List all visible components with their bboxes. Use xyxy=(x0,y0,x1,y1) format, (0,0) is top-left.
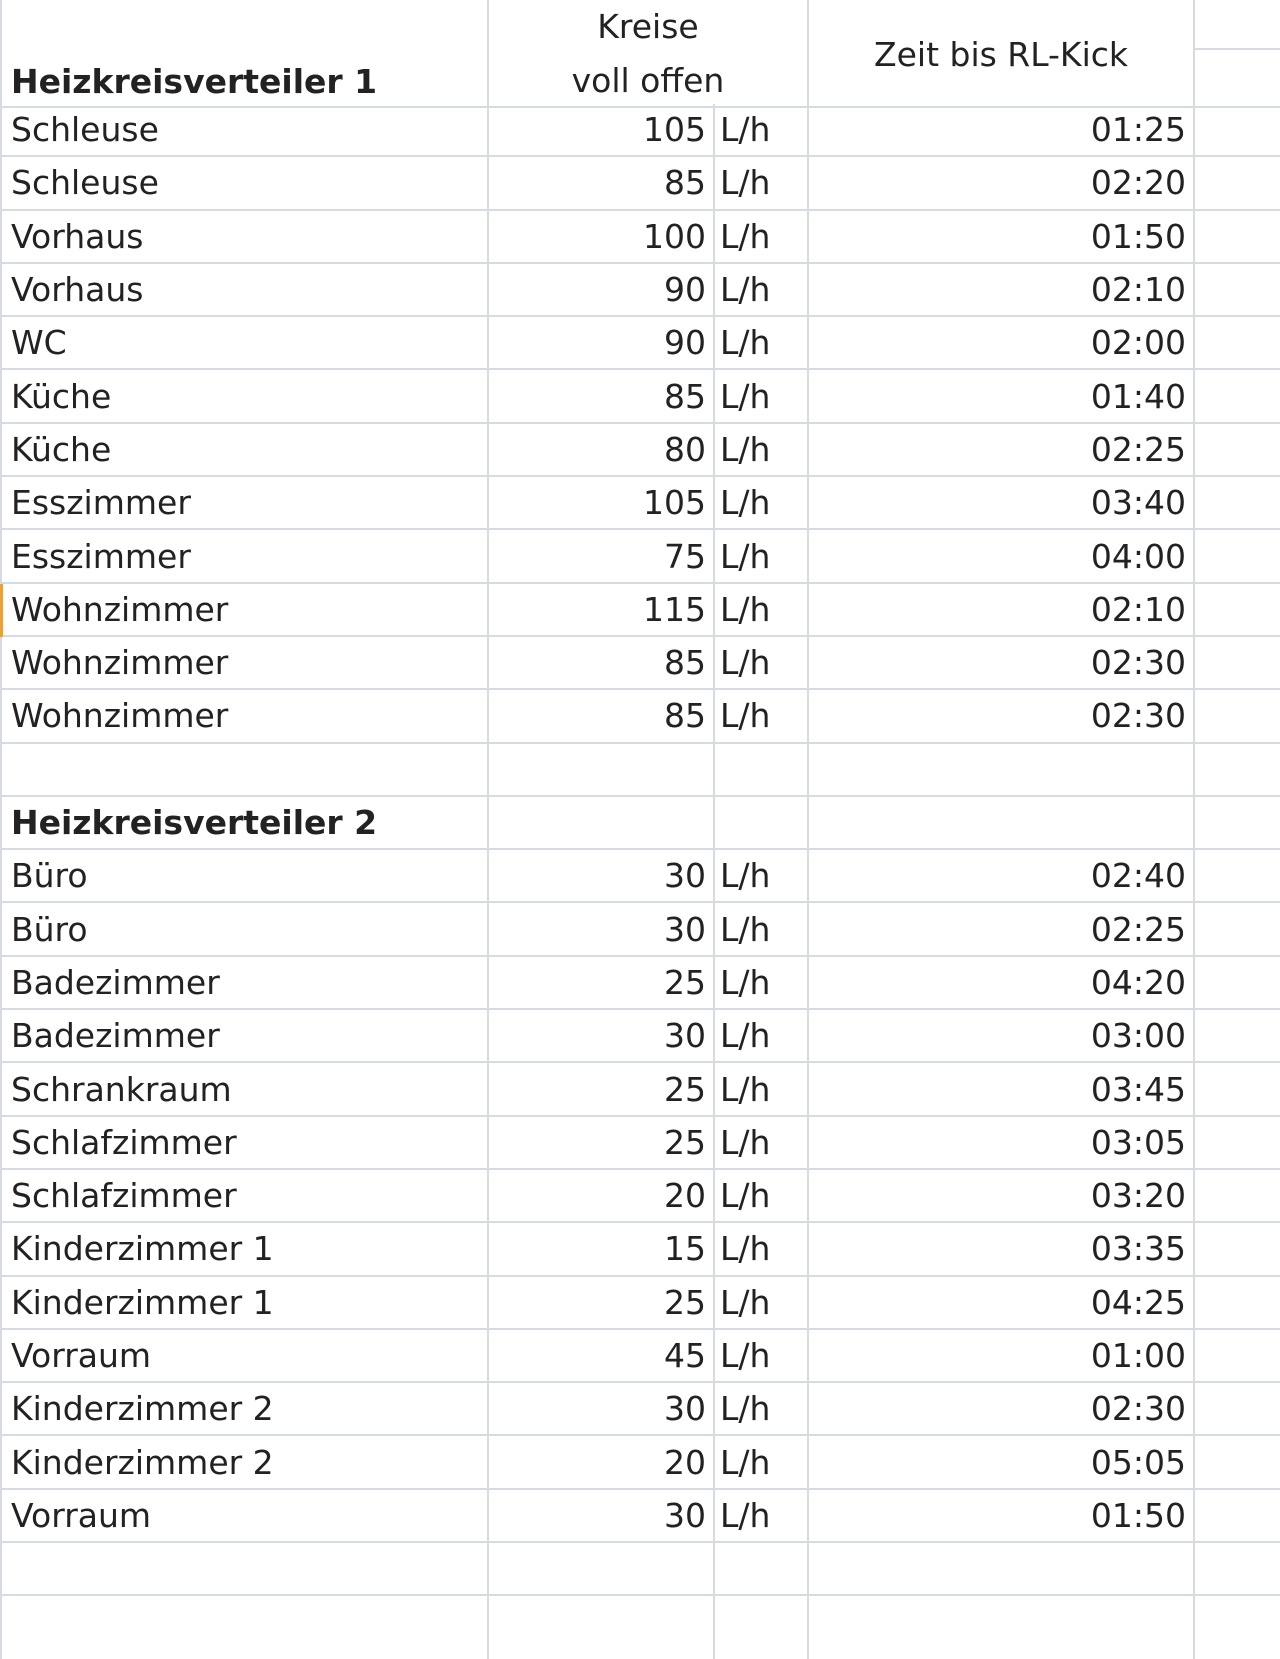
column-gridline xyxy=(0,0,2,1659)
time-value-cell[interactable]: 04:20 xyxy=(1090,962,1186,1002)
time-value-cell[interactable]: 02:20 xyxy=(1090,163,1186,203)
empty-cell[interactable] xyxy=(1194,530,1280,581)
time-value-cell[interactable]: 02:10 xyxy=(1090,589,1186,629)
empty-cell[interactable] xyxy=(1194,1010,1280,1061)
room-name-cell[interactable]: Kinderzimmer 2 xyxy=(11,1389,274,1429)
time-value-cell[interactable]: 04:00 xyxy=(1090,536,1186,576)
empty-cell[interactable] xyxy=(1194,104,1280,155)
flow-unit-cell[interactable]: L/h xyxy=(720,323,771,363)
empty-cell[interactable] xyxy=(1194,850,1280,901)
table-row xyxy=(0,1063,1280,1116)
flow-value-cell[interactable]: 90 xyxy=(664,270,706,310)
time-value-cell[interactable]: 01:00 xyxy=(1090,1336,1186,1376)
empty-cell[interactable] xyxy=(1194,584,1280,635)
empty-cell[interactable] xyxy=(1194,957,1280,1008)
flow-unit-cell[interactable]: L/h xyxy=(720,1389,771,1429)
room-name-cell[interactable]: Vorhaus xyxy=(11,270,144,310)
time-value-cell[interactable]: 03:00 xyxy=(1090,1016,1186,1056)
empty-cell[interactable] xyxy=(1194,1490,1280,1541)
flow-unit-cell[interactable]: L/h xyxy=(720,696,771,736)
time-value-cell[interactable]: 02:30 xyxy=(1090,1389,1186,1429)
empty-cell[interactable] xyxy=(1194,1223,1280,1274)
time-value-cell[interactable]: 01:25 xyxy=(1090,110,1186,150)
time-value-cell[interactable]: 03:20 xyxy=(1090,1176,1186,1216)
flow-unit-cell[interactable]: L/h xyxy=(720,962,771,1002)
empty-cell[interactable] xyxy=(1194,690,1280,741)
flow-unit-cell[interactable]: L/h xyxy=(720,110,771,150)
room-name-cell[interactable]: Küche xyxy=(11,429,112,469)
room-name-cell[interactable]: Schleuse xyxy=(11,163,159,203)
flow-value-cell[interactable]: 80 xyxy=(664,429,706,469)
room-name-cell[interactable]: Kinderzimmer 1 xyxy=(11,1282,274,1322)
table-row xyxy=(0,1383,1280,1436)
empty-cell[interactable] xyxy=(1194,1277,1280,1328)
flow-unit-cell[interactable]: L/h xyxy=(720,216,771,256)
flow-unit-cell[interactable]: L/h xyxy=(720,1282,771,1322)
flow-value-cell[interactable]: 30 xyxy=(664,856,706,896)
flow-value-cell[interactable]: 85 xyxy=(664,696,706,736)
table-row xyxy=(0,424,1280,477)
kreise-header-line1: Kreise xyxy=(597,7,699,46)
empty-cell[interactable] xyxy=(1194,371,1280,422)
table-row xyxy=(0,1330,1280,1383)
flow-value-cell[interactable]: 15 xyxy=(664,1229,706,1269)
flow-value-cell[interactable]: 85 xyxy=(664,376,706,416)
time-value-cell[interactable]: 02:25 xyxy=(1090,429,1186,469)
flow-value-cell[interactable]: 25 xyxy=(664,1282,706,1322)
empty-cell[interactable] xyxy=(808,1543,1194,1594)
flow-unit-cell[interactable]: L/h xyxy=(720,1495,771,1535)
empty-cell[interactable] xyxy=(1194,264,1280,315)
room-name-cell[interactable]: Badezimmer xyxy=(11,1016,220,1056)
empty-row xyxy=(0,744,1280,797)
time-value-cell[interactable]: 02:25 xyxy=(1090,909,1186,949)
time-value-cell[interactable]: 03:35 xyxy=(1090,1229,1186,1269)
flow-unit-cell[interactable]: L/h xyxy=(720,1442,771,1482)
table-row xyxy=(0,850,1280,903)
flow-unit-cell[interactable]: L/h xyxy=(720,536,771,576)
kreise-header[interactable] xyxy=(488,0,808,108)
empty-cell[interactable] xyxy=(808,744,1194,795)
room-name-cell[interactable]: Esszimmer xyxy=(11,536,191,576)
table-row xyxy=(0,530,1280,583)
flow-value-cell[interactable]: 30 xyxy=(664,909,706,949)
flow-value-cell[interactable]: 105 xyxy=(643,483,706,523)
empty-cell[interactable] xyxy=(1194,424,1280,475)
table-row xyxy=(0,1010,1280,1063)
time-value-cell[interactable]: 02:30 xyxy=(1090,696,1186,736)
flow-unit-cell[interactable]: L/h xyxy=(720,483,771,523)
flow-value-cell[interactable]: 100 xyxy=(643,216,706,256)
empty-cell[interactable] xyxy=(1194,1437,1280,1488)
empty-cell[interactable] xyxy=(0,1543,488,1594)
empty-cell[interactable] xyxy=(488,1543,714,1594)
room-name-cell[interactable]: Wohnzimmer xyxy=(11,589,229,629)
time-value-cell[interactable]: 03:40 xyxy=(1090,483,1186,523)
empty-cell[interactable] xyxy=(1194,477,1280,528)
flow-value-cell[interactable]: 105 xyxy=(643,110,706,150)
flow-unit-cell[interactable]: L/h xyxy=(720,589,771,629)
table-row xyxy=(0,1277,1280,1330)
empty-cell[interactable] xyxy=(1194,1383,1280,1434)
flow-unit-cell[interactable]: L/h xyxy=(720,1336,771,1376)
empty-cell[interactable] xyxy=(1194,1330,1280,1381)
room-name-cell[interactable]: Badezimmer xyxy=(11,962,220,1002)
flow-unit-cell[interactable]: L/h xyxy=(720,1229,771,1269)
flow-value-cell[interactable]: 85 xyxy=(664,163,706,203)
header-row xyxy=(0,0,1280,108)
flow-value-cell[interactable]: 25 xyxy=(664,1122,706,1162)
time-value-cell[interactable]: 04:25 xyxy=(1090,1282,1186,1322)
room-name-cell[interactable]: Kinderzimmer 2 xyxy=(11,1442,274,1482)
flow-value-cell[interactable]: 45 xyxy=(664,1336,706,1376)
time-value-cell[interactable]: 02:00 xyxy=(1090,323,1186,363)
room-name-cell[interactable]: Schlafzimmer xyxy=(11,1176,237,1216)
flow-value-cell[interactable]: 20 xyxy=(664,1442,706,1482)
room-name-cell[interactable]: Küche xyxy=(11,376,112,416)
table-row xyxy=(0,1117,1280,1170)
empty-cell[interactable] xyxy=(1194,1117,1280,1168)
flow-value-cell[interactable]: 25 xyxy=(664,1069,706,1109)
flow-unit-cell[interactable]: L/h xyxy=(720,643,771,683)
flow-value-cell[interactable]: 30 xyxy=(664,1016,706,1056)
empty-cell[interactable] xyxy=(1194,637,1280,688)
room-name-cell[interactable]: WC xyxy=(11,323,67,363)
empty-cell[interactable] xyxy=(714,1543,808,1594)
zeit-header[interactable]: Zeit bis RL-Kick xyxy=(873,34,1128,74)
flow-unit-cell[interactable]: L/h xyxy=(720,270,771,310)
group2-title-row xyxy=(0,797,1280,850)
time-value-cell[interactable]: 05:05 xyxy=(1090,1442,1186,1482)
empty-cell[interactable] xyxy=(0,744,488,795)
flow-value-cell[interactable]: 30 xyxy=(664,1389,706,1429)
flow-unit-cell[interactable]: L/h xyxy=(720,856,771,896)
empty-cell[interactable] xyxy=(1194,211,1280,262)
table-row xyxy=(0,317,1280,370)
flow-value-cell[interactable]: 20 xyxy=(664,1176,706,1216)
flow-value-cell[interactable]: 25 xyxy=(664,962,706,1002)
group2-title[interactable]: Heizkreisverteiler 2 xyxy=(11,803,378,843)
column-gridline xyxy=(807,0,809,1659)
group1-title[interactable]: Heizkreisverteiler 1 xyxy=(11,61,378,101)
room-name-cell[interactable]: Schleuse xyxy=(11,110,159,150)
table-row xyxy=(0,211,1280,264)
table-row xyxy=(0,1223,1280,1276)
room-name-cell[interactable]: Vorhaus xyxy=(11,216,144,256)
gridline xyxy=(1194,48,1280,50)
room-name-cell[interactable]: Schlafzimmer xyxy=(11,1122,237,1162)
flow-unit-cell[interactable]: L/h xyxy=(720,429,771,469)
empty-cell[interactable] xyxy=(1194,157,1280,208)
time-value-cell[interactable]: 03:05 xyxy=(1090,1122,1186,1162)
flow-value-cell[interactable]: 75 xyxy=(664,536,706,576)
room-name-cell[interactable]: Vorraum xyxy=(11,1495,152,1535)
room-name-cell[interactable]: Esszimmer xyxy=(11,483,191,523)
flow-unit-cell[interactable]: L/h xyxy=(720,163,771,203)
room-name-cell[interactable]: Wohnzimmer xyxy=(11,643,229,683)
table-row xyxy=(0,637,1280,690)
room-name-cell[interactable]: Büro xyxy=(11,856,88,896)
column-gridline xyxy=(1193,0,1195,1659)
time-value-cell[interactable]: 01:40 xyxy=(1090,376,1186,416)
table-row xyxy=(0,371,1280,424)
time-value-cell[interactable]: 01:50 xyxy=(1090,1495,1186,1535)
column-gridline xyxy=(713,104,715,1659)
time-value-cell[interactable]: 02:10 xyxy=(1090,270,1186,310)
table-row xyxy=(0,264,1280,317)
room-name-cell[interactable]: Wohnzimmer xyxy=(11,696,229,736)
table-row xyxy=(0,104,1280,157)
flow-value-cell[interactable]: 90 xyxy=(664,323,706,363)
empty-cell[interactable] xyxy=(1194,904,1280,955)
table-row xyxy=(0,584,1280,637)
time-value-cell[interactable]: 02:30 xyxy=(1090,643,1186,683)
table-row xyxy=(0,477,1280,530)
flow-value-cell[interactable]: 85 xyxy=(664,643,706,683)
time-value-cell[interactable]: 02:40 xyxy=(1090,856,1186,896)
column-gridline xyxy=(487,0,489,1659)
flow-value-cell[interactable]: 30 xyxy=(664,1495,706,1535)
selection-marker xyxy=(0,584,3,637)
empty-cell[interactable] xyxy=(1194,1170,1280,1221)
room-name-cell[interactable]: Büro xyxy=(11,909,88,949)
kreise-header-line2: voll offen xyxy=(571,61,725,100)
time-value-cell[interactable]: 03:45 xyxy=(1090,1069,1186,1109)
table-row xyxy=(0,904,1280,957)
table-row xyxy=(0,1490,1280,1543)
flow-unit-cell[interactable]: L/h xyxy=(720,1069,771,1109)
time-value-cell[interactable]: 01:50 xyxy=(1090,216,1186,256)
empty-cell[interactable] xyxy=(1194,317,1280,368)
empty-cell[interactable] xyxy=(1194,1063,1280,1114)
table-row xyxy=(0,957,1280,1010)
table-row xyxy=(0,1170,1280,1223)
flow-unit-cell[interactable]: L/h xyxy=(720,376,771,416)
empty-row xyxy=(0,1543,1280,1596)
empty-cell[interactable] xyxy=(488,744,714,795)
flow-unit-cell[interactable]: L/h xyxy=(720,1122,771,1162)
flow-unit-cell[interactable]: L/h xyxy=(720,909,771,949)
room-name-cell[interactable]: Kinderzimmer 1 xyxy=(11,1229,274,1269)
table-row xyxy=(0,690,1280,743)
empty-cell[interactable] xyxy=(714,744,808,795)
flow-value-cell[interactable]: 115 xyxy=(643,589,706,629)
flow-unit-cell[interactable]: L/h xyxy=(720,1176,771,1216)
flow-unit-cell[interactable]: L/h xyxy=(720,1016,771,1056)
room-name-cell[interactable]: Schrankraum xyxy=(11,1069,232,1109)
table-row xyxy=(0,157,1280,210)
room-name-cell[interactable]: Vorraum xyxy=(11,1336,152,1376)
table-row xyxy=(0,1437,1280,1490)
